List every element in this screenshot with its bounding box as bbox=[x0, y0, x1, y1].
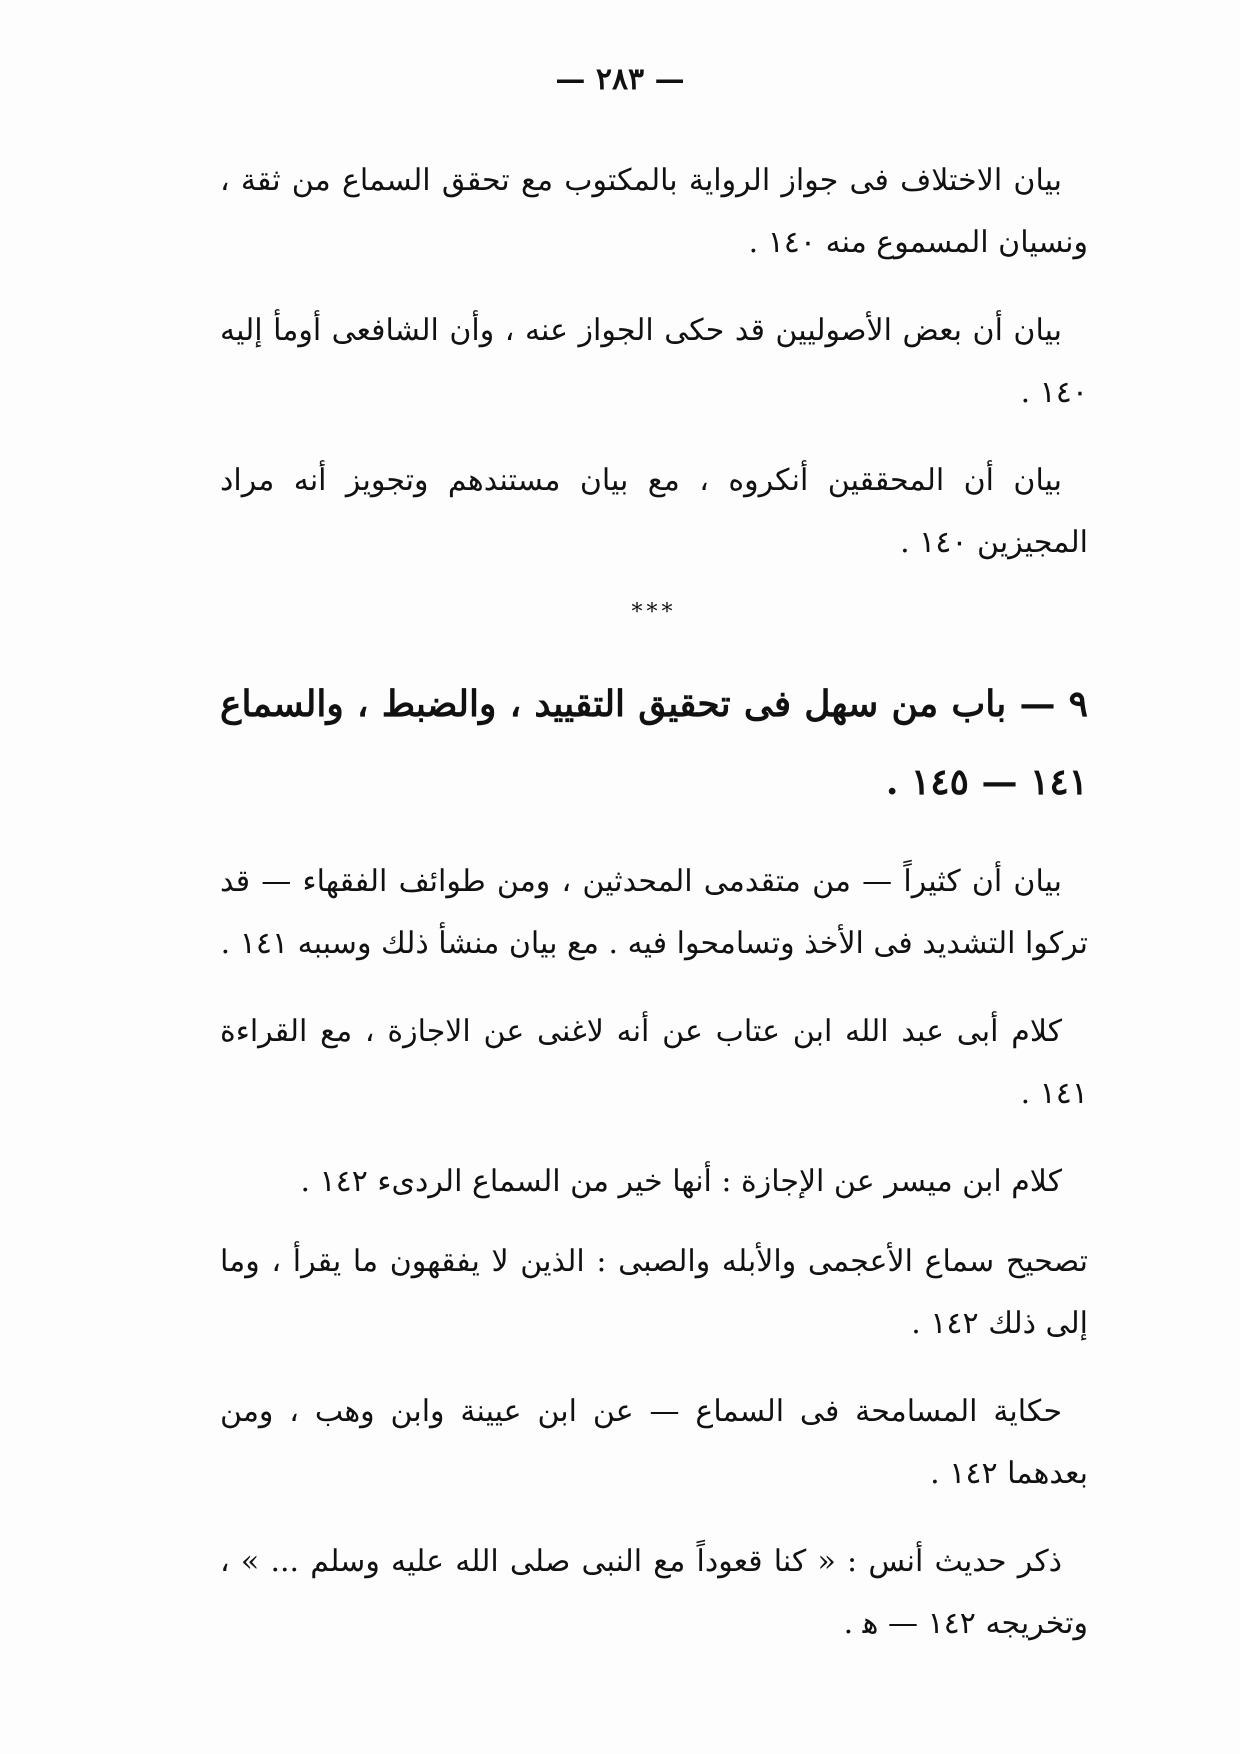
index-entry: بيان أن المحققين أنكروه ، مع بيان مستندهم وتجويز أنه مراد المجيزين ١٤٠ . bbox=[220, 463, 1088, 560]
section-separator: *** bbox=[631, 600, 677, 625]
index-entry: حكاية المسامحة فى السماع — عن ابن عيينة وابن وهب ، ومن بعدهما ١٤٢ . bbox=[220, 1394, 1088, 1491]
index-entry: كلام أبى عبد الله ابن عتاب عن أنه لاغنى عن الاجازة ، مع القراءة ١٤١ . bbox=[220, 1014, 1088, 1111]
index-content bbox=[220, 150, 1088, 1681]
section-heading: ٩ — باب من سهل فى تحقيق التقييد ، والضبط ، والسماع ١٤١ — ١٤٥ . bbox=[220, 683, 1088, 803]
index-entry: بيان الاختلاف فى جواز الرواية بالمكتوب مع تحقق السماع من ثقة ، ونسيان المسموع منه ١٤٠ . bbox=[220, 163, 1088, 260]
index-entry: ذكر حديث أنس : « كنا قعوداً مع النبى صلى الله عليه وسلم ... » ، وتخريجه ١٤٢ — ﻫ . bbox=[220, 1544, 1088, 1641]
index-entry: كلام ابن ميسر عن الإجازة : أنها خير من السماع الردىء ١٤٢ . bbox=[300, 1164, 1062, 1199]
index-entry: بيان أن بعض الأصوليين قد حكى الجواز عنه ، وأن الشافعى أومأ إليه ١٤٠ . bbox=[220, 313, 1088, 410]
index-entry: بيان أن كثيراً — من متقدمى المحدثين ، ومن طوائف الفقهاء — قد تركوا التشديد فى الأخذ وتسامحوا فيه . مع بيان منشأ ذلك وسببه ١٤١ . bbox=[220, 864, 1088, 961]
page-number: — ٢٨٣ — bbox=[555, 62, 685, 97]
index-entry: تصحيح سماع الأعجمى والأبله والصبى : الذين لا يفقهون ما يقرأ ، وما إلى ذلك ١٤٢ . bbox=[220, 1244, 1088, 1341]
